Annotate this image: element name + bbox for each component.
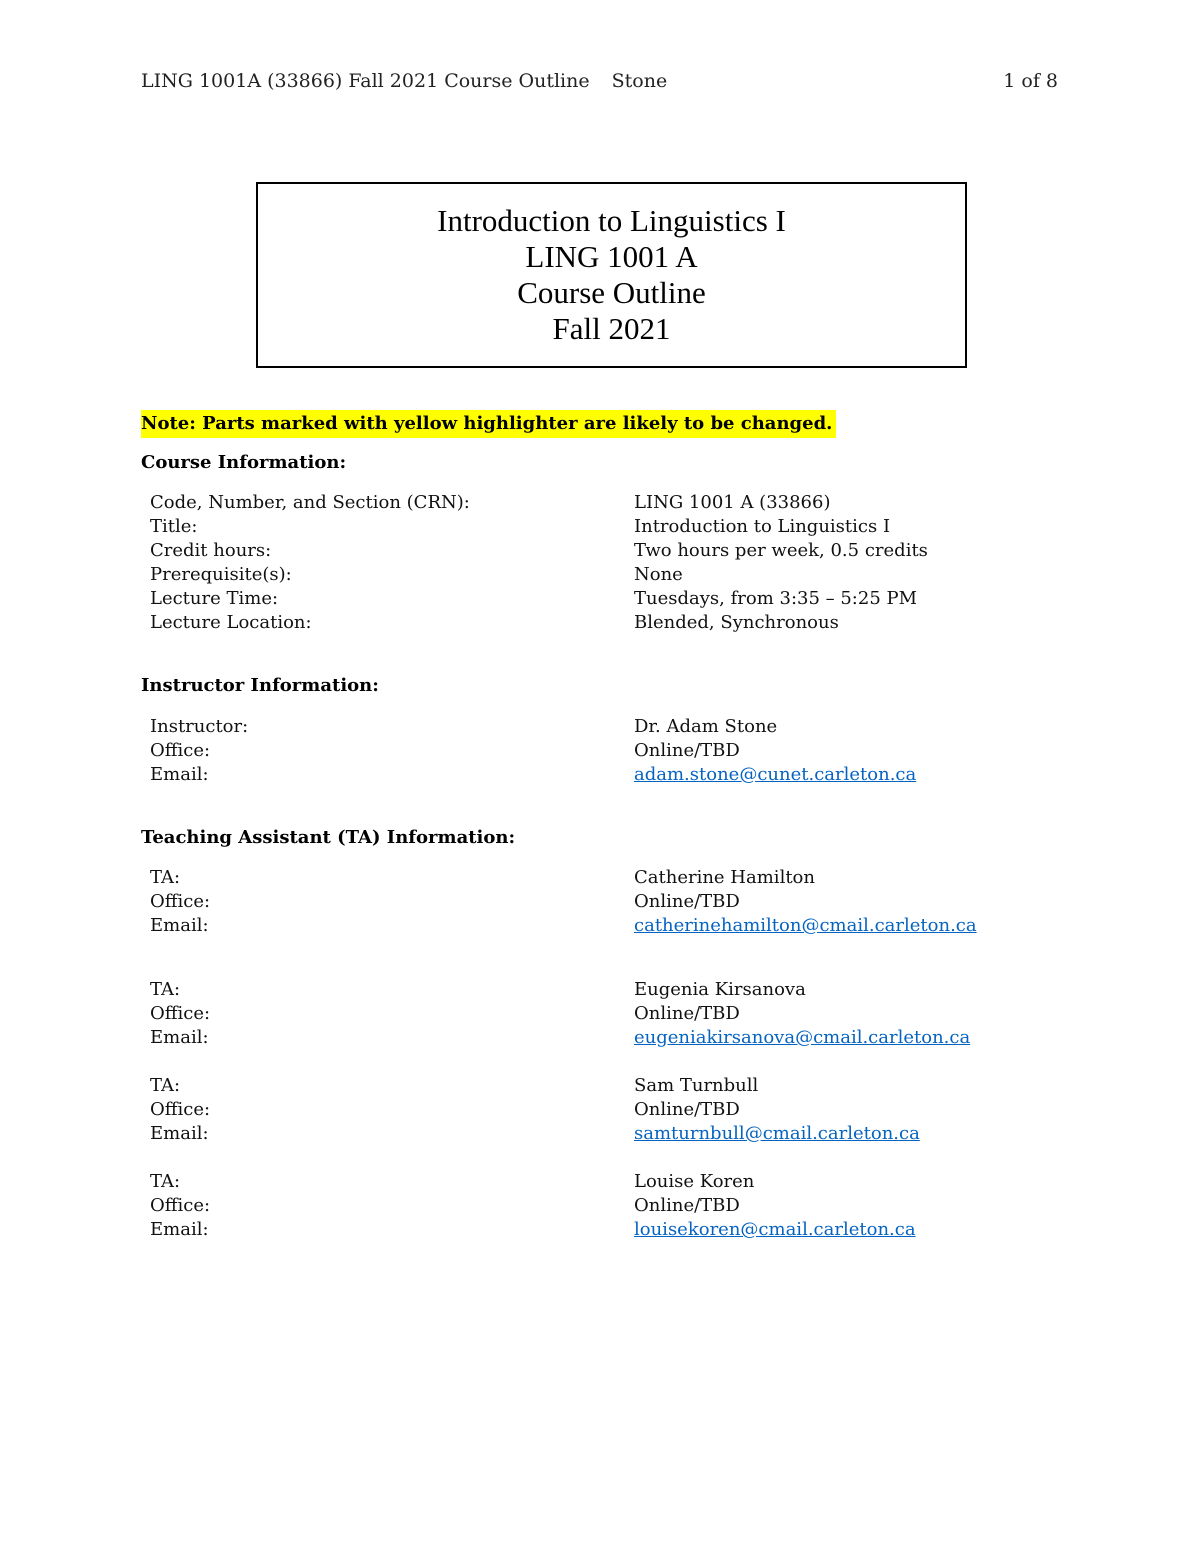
info-row bbox=[150, 1026, 980, 1050]
highlight-note: Note: Parts marked with yellow highlighter are likely to be changed. bbox=[141, 410, 836, 438]
info-row bbox=[150, 978, 980, 1002]
info-label: Code, Number, and Section (CRN): bbox=[150, 492, 470, 513]
info-row bbox=[150, 1170, 980, 1194]
ta-email-link[interactable]: samturnbull@cmail.carleton.ca bbox=[634, 1123, 920, 1144]
ta-name: Eugenia Kirsanova bbox=[634, 979, 806, 1000]
office-label: Office: bbox=[150, 1099, 211, 1120]
page-header bbox=[141, 70, 1058, 92]
info-row bbox=[150, 763, 980, 787]
info-row bbox=[150, 515, 980, 539]
ta-office: Online/TBD bbox=[634, 1195, 740, 1216]
info-value: LING 1001 A (33866) bbox=[634, 492, 831, 513]
info-row bbox=[150, 890, 980, 914]
info-label: Lecture Time: bbox=[150, 588, 279, 609]
info-row bbox=[150, 1098, 980, 1122]
ta-office: Online/TBD bbox=[634, 1099, 740, 1120]
email-value-cell bbox=[634, 1122, 980, 1146]
info-label: Credit hours: bbox=[150, 540, 272, 561]
ta-name: Louise Koren bbox=[634, 1171, 755, 1192]
info-row bbox=[150, 491, 980, 515]
ta-email-link[interactable]: catherinehamilton@cmail.carleton.ca bbox=[634, 915, 977, 936]
info-row bbox=[150, 1194, 980, 1218]
info-row bbox=[150, 611, 980, 635]
header-left bbox=[141, 70, 683, 92]
course-code: LING 1001 A bbox=[525, 239, 698, 274]
office-label: Office: bbox=[150, 1003, 211, 1024]
info-row bbox=[150, 1002, 980, 1026]
info-value: Tuesdays, from 3:35 – 5:25 PM bbox=[634, 588, 918, 609]
info-row bbox=[150, 914, 980, 938]
ta-email-link[interactable]: louisekoren@cmail.carleton.ca bbox=[634, 1219, 916, 1240]
info-row bbox=[150, 739, 980, 763]
info-row bbox=[150, 866, 980, 890]
instructor-name: Dr. Adam Stone bbox=[634, 716, 778, 737]
info-row bbox=[150, 1074, 980, 1098]
email-value-cell bbox=[634, 1218, 980, 1242]
title-box bbox=[256, 182, 967, 368]
info-row bbox=[150, 563, 980, 587]
office-label: Office: bbox=[150, 740, 211, 761]
info-value: Blended, Synchronous bbox=[634, 612, 839, 633]
info-row bbox=[150, 715, 980, 739]
header-instructor: Stone bbox=[611, 70, 668, 92]
info-value: None bbox=[634, 564, 683, 585]
header-course: LING 1001A (33866) Fall 2021 Course Outline bbox=[141, 70, 590, 92]
instructor-email-link[interactable]: adam.stone@cunet.carleton.ca bbox=[634, 764, 917, 785]
info-row bbox=[150, 1218, 980, 1242]
document-type: Course Outline bbox=[517, 275, 706, 310]
instructor-info-table bbox=[150, 715, 980, 787]
ta-name: Sam Turnbull bbox=[634, 1075, 759, 1096]
email-value-cell bbox=[634, 1026, 980, 1050]
info-label: Title: bbox=[150, 516, 198, 537]
info-label: Prerequisite(s): bbox=[150, 564, 292, 585]
course-info-heading: Course Information: bbox=[141, 452, 347, 473]
term: Fall 2021 bbox=[552, 311, 671, 346]
info-value: Introduction to Linguistics I bbox=[634, 516, 891, 537]
email-label: Email: bbox=[150, 1219, 209, 1240]
info-label: Lecture Location: bbox=[150, 612, 312, 633]
email-label: Email: bbox=[150, 764, 209, 785]
instructor-label: Instructor: bbox=[150, 716, 249, 737]
ta-name: Catherine Hamilton bbox=[634, 867, 815, 888]
course-title: Introduction to Linguistics I bbox=[437, 203, 786, 238]
ta-label: TA: bbox=[150, 979, 181, 1000]
email-label: Email: bbox=[150, 915, 209, 936]
ta-email-link[interactable]: eugeniakirsanova@cmail.carleton.ca bbox=[634, 1027, 971, 1048]
ta-info-heading: Teaching Assistant (TA) Information: bbox=[141, 827, 516, 848]
ta-office: Online/TBD bbox=[634, 1003, 740, 1024]
info-row bbox=[150, 587, 980, 611]
ta-block bbox=[150, 1074, 980, 1146]
info-row bbox=[150, 1122, 980, 1146]
email-label: Email: bbox=[150, 1123, 209, 1144]
ta-block bbox=[150, 1170, 980, 1242]
info-row bbox=[150, 539, 980, 563]
email-label: Email: bbox=[150, 1027, 209, 1048]
ta-block bbox=[150, 978, 980, 1050]
office-label: Office: bbox=[150, 1195, 211, 1216]
instructor-office: Online/TBD bbox=[634, 740, 740, 761]
ta-office: Online/TBD bbox=[634, 891, 740, 912]
office-label: Office: bbox=[150, 891, 211, 912]
info-value: Two hours per week, 0.5 credits bbox=[634, 540, 928, 561]
ta-label: TA: bbox=[150, 1171, 181, 1192]
email-value-cell bbox=[634, 763, 980, 787]
page-number: 1 of 8 bbox=[1003, 70, 1058, 92]
instructor-info-heading: Instructor Information: bbox=[141, 675, 379, 696]
ta-label: TA: bbox=[150, 1075, 181, 1096]
course-info-table bbox=[150, 491, 980, 635]
ta-block bbox=[150, 866, 980, 938]
ta-label: TA: bbox=[150, 867, 181, 888]
email-value-cell bbox=[634, 914, 980, 938]
